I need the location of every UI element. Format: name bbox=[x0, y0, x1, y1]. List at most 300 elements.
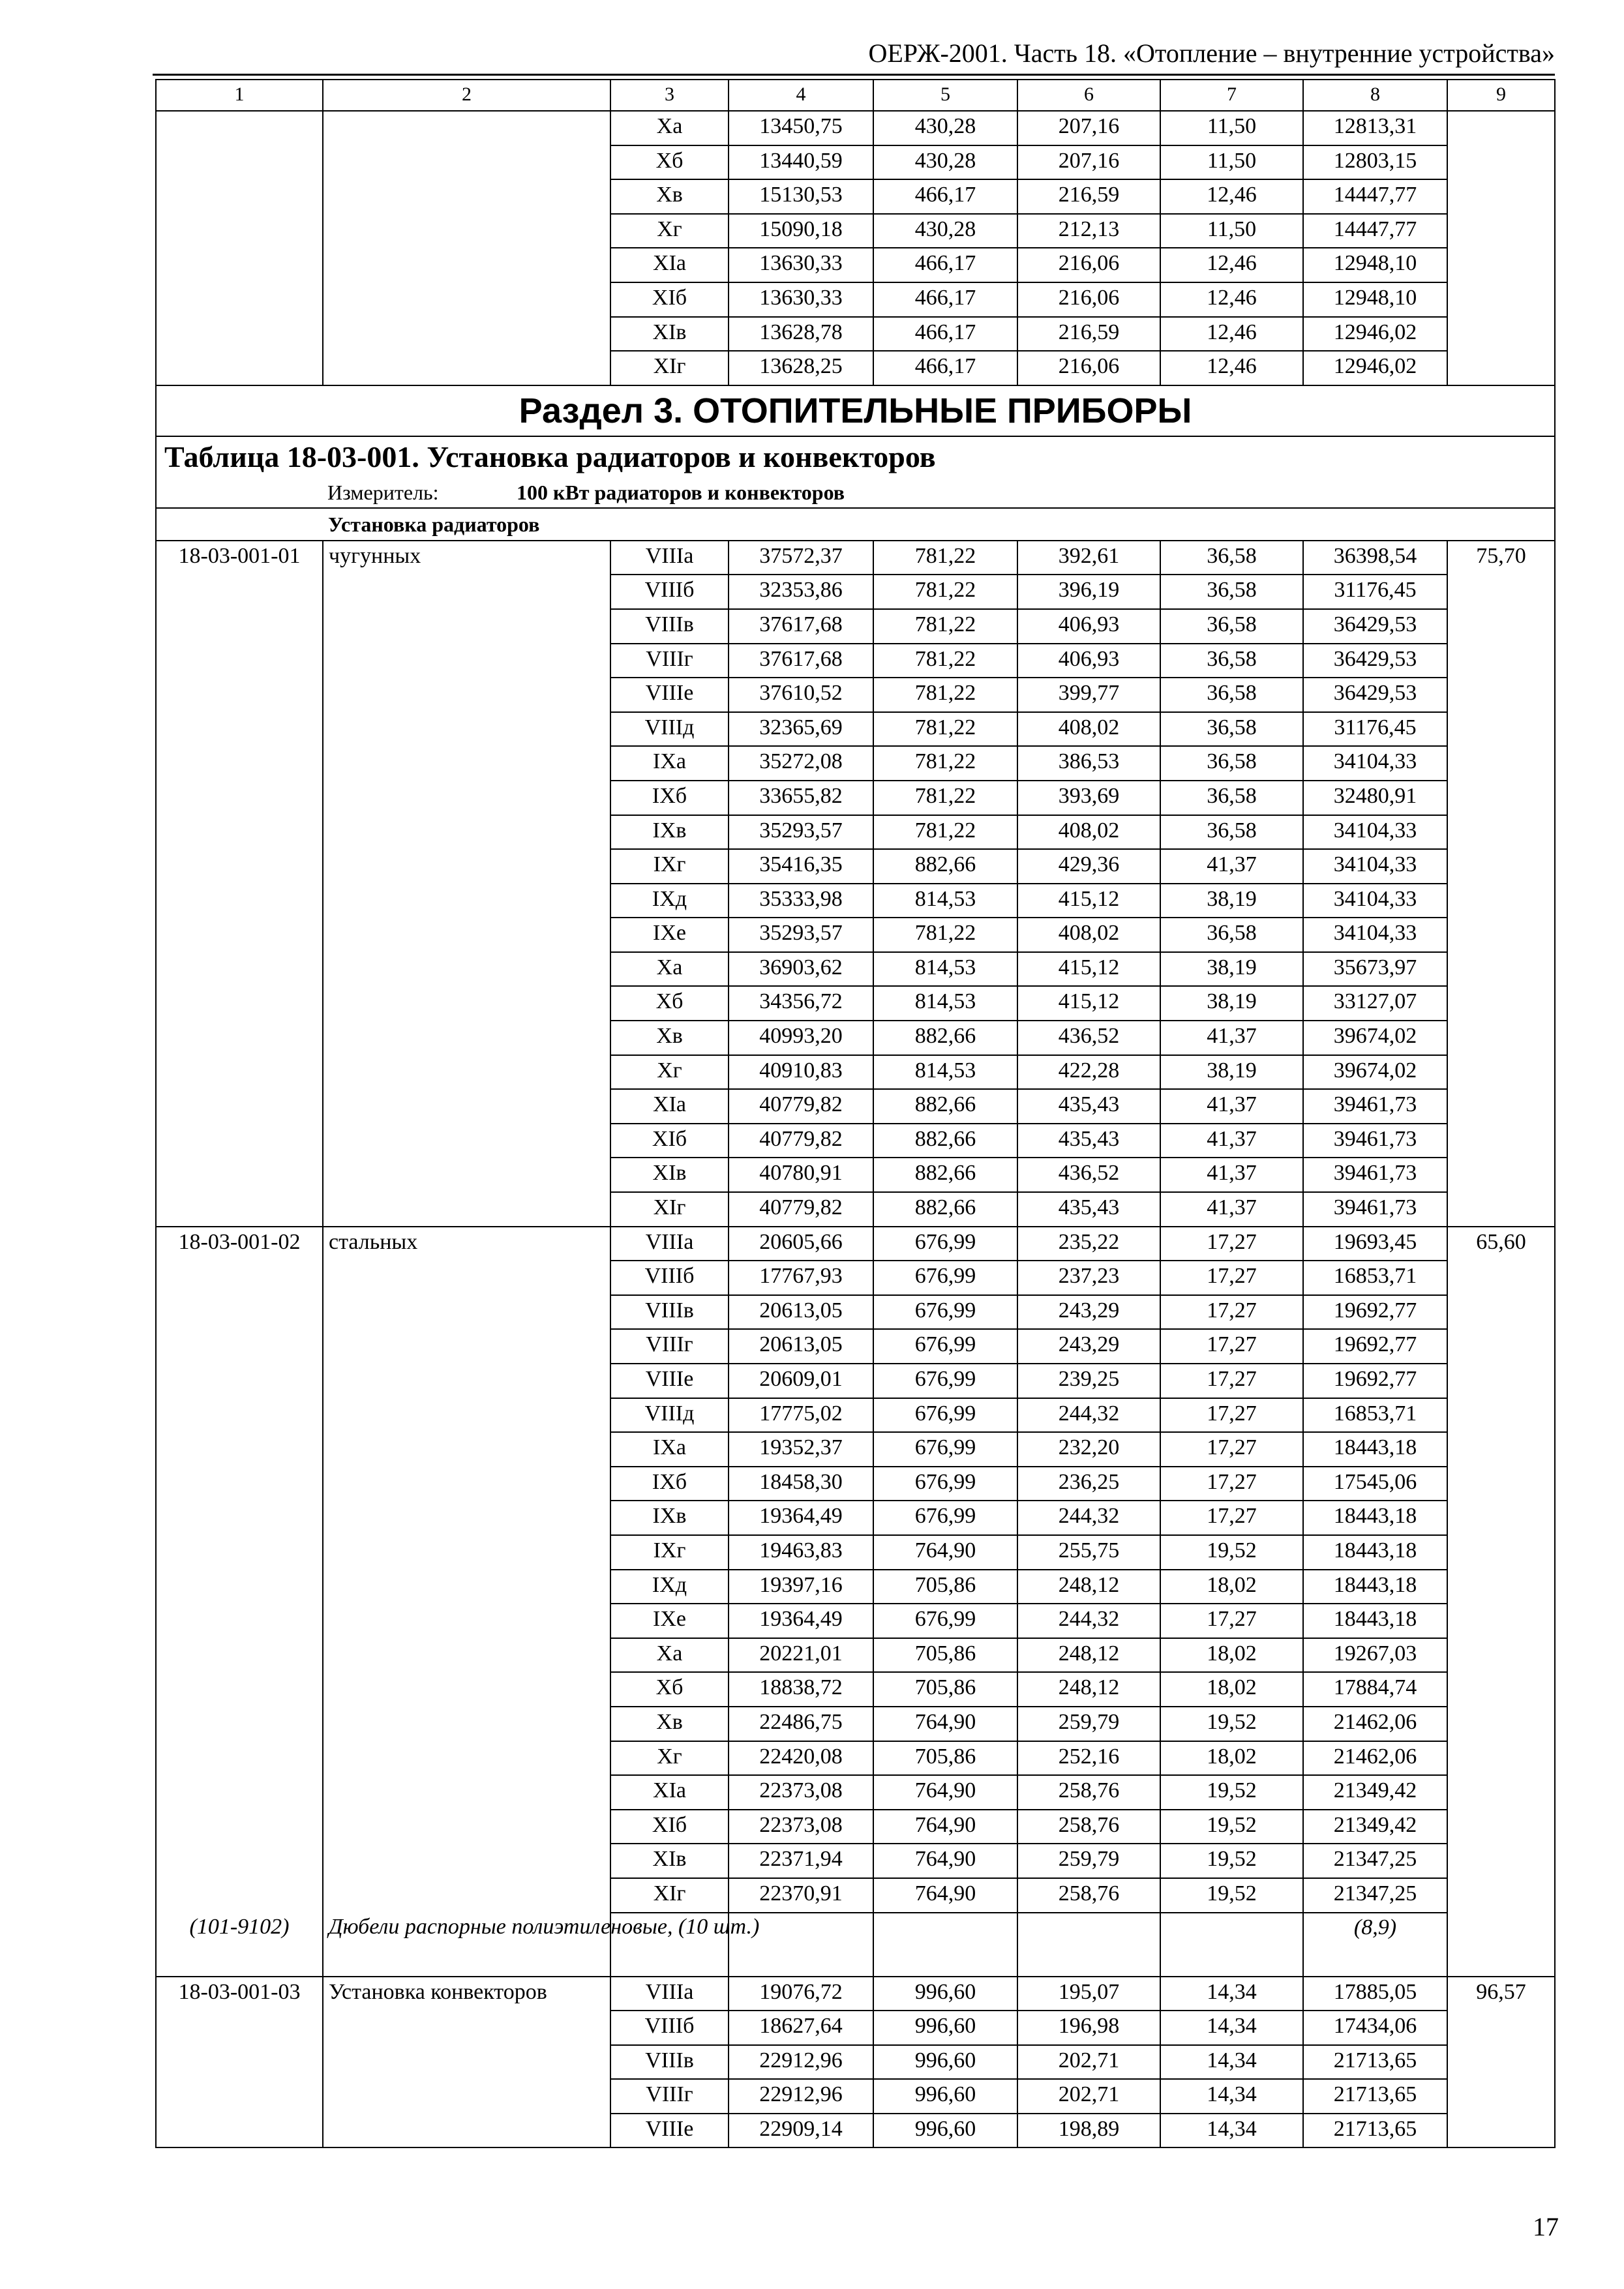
value-cell: 764,90 bbox=[873, 1844, 1017, 1878]
code-cell bbox=[156, 1398, 323, 1433]
table-row bbox=[156, 609, 1555, 644]
value-cell: 676,99 bbox=[873, 1398, 1017, 1433]
name-cell bbox=[323, 1192, 610, 1227]
table-title-row bbox=[156, 436, 1555, 477]
code-cell bbox=[156, 2114, 323, 2148]
col9-cell bbox=[1447, 1089, 1555, 1124]
table-title: Таблица 18-03-001. Установка радиаторов и конвекторов bbox=[156, 436, 1555, 477]
value-cell: 216,59 bbox=[1017, 317, 1160, 352]
value-cell: 996,60 bbox=[873, 2011, 1017, 2045]
value-cell: 20605,66 bbox=[729, 1227, 873, 1261]
value-cell: 996,60 bbox=[873, 2079, 1017, 2114]
code-cell bbox=[156, 1124, 323, 1158]
value-cell: 781,22 bbox=[873, 815, 1017, 850]
value-cell: 255,75 bbox=[1017, 1535, 1160, 1570]
value-cell: 41,37 bbox=[1160, 1124, 1303, 1158]
value-cell: 20613,05 bbox=[729, 1329, 873, 1364]
value-cell: 882,66 bbox=[873, 1124, 1017, 1158]
code-cell bbox=[156, 986, 323, 1021]
value-cell: 232,20 bbox=[1017, 1432, 1160, 1467]
value-cell: 35333,98 bbox=[729, 884, 873, 918]
col9-cell bbox=[1447, 2045, 1555, 2080]
name-cell bbox=[323, 1501, 610, 1535]
code-cell bbox=[156, 1364, 323, 1398]
code-cell bbox=[156, 1432, 323, 1467]
name-cell bbox=[323, 746, 610, 781]
name-cell bbox=[323, 952, 610, 987]
code-cell bbox=[156, 1158, 323, 1192]
name-cell bbox=[323, 1741, 610, 1776]
code-cell bbox=[156, 317, 323, 352]
value-cell: 781,22 bbox=[873, 712, 1017, 747]
table-row bbox=[156, 644, 1555, 678]
code-cell bbox=[156, 952, 323, 987]
value-cell: 13630,33 bbox=[729, 282, 873, 317]
value-cell: 20221,01 bbox=[729, 1638, 873, 1673]
column-number: 6 bbox=[1017, 80, 1160, 111]
column-number: 9 bbox=[1447, 80, 1555, 111]
value-cell: 36429,53 bbox=[1303, 644, 1447, 678]
value-cell: 37617,68 bbox=[729, 609, 873, 644]
value-cell: 996,60 bbox=[873, 2045, 1017, 2080]
value-cell: 207,16 bbox=[1017, 145, 1160, 180]
value-cell: Xг bbox=[610, 1741, 729, 1776]
value-cell: 415,12 bbox=[1017, 884, 1160, 918]
value-cell: 430,28 bbox=[873, 111, 1017, 145]
name-cell bbox=[323, 282, 610, 317]
value-cell: 705,86 bbox=[873, 1570, 1017, 1604]
value-cell: 466,17 bbox=[873, 248, 1017, 282]
table-row bbox=[156, 1432, 1555, 1467]
value-cell: 13450,75 bbox=[729, 111, 873, 145]
value-cell: 39674,02 bbox=[1303, 1021, 1447, 1055]
col9-cell bbox=[1447, 815, 1555, 850]
value-cell: 17,27 bbox=[1160, 1364, 1303, 1398]
column-number: 7 bbox=[1160, 80, 1303, 111]
value-cell: 399,77 bbox=[1017, 678, 1160, 712]
col9-cell: 75,70 bbox=[1447, 541, 1555, 575]
col9-cell bbox=[1447, 952, 1555, 987]
col9-cell bbox=[1447, 1707, 1555, 1741]
value-cell: 17,27 bbox=[1160, 1261, 1303, 1295]
name-cell bbox=[323, 712, 610, 747]
col9-cell bbox=[1447, 849, 1555, 884]
code-cell bbox=[156, 1329, 323, 1364]
value-cell: 393,69 bbox=[1017, 781, 1160, 815]
note-empty-cell bbox=[1017, 1913, 1160, 1977]
subheading-spacer bbox=[156, 508, 323, 541]
value-cell: 18,02 bbox=[1160, 1672, 1303, 1707]
value-cell: 19463,83 bbox=[729, 1535, 873, 1570]
value-cell: XIб bbox=[610, 1124, 729, 1158]
value-cell: 239,25 bbox=[1017, 1364, 1160, 1398]
value-cell: 41,37 bbox=[1160, 1192, 1303, 1227]
note-empty-cell bbox=[873, 1913, 1017, 1977]
table-row bbox=[156, 575, 1555, 609]
value-cell: 21349,42 bbox=[1303, 1775, 1447, 1810]
col9-cell bbox=[1447, 1295, 1555, 1330]
value-cell: 17,27 bbox=[1160, 1398, 1303, 1433]
name-cell bbox=[323, 1055, 610, 1090]
table-row bbox=[156, 317, 1555, 352]
name-cell bbox=[323, 1329, 610, 1364]
value-cell: IXг bbox=[610, 849, 729, 884]
value-cell: 12,46 bbox=[1160, 248, 1303, 282]
value-cell: 22912,96 bbox=[729, 2045, 873, 2080]
value-cell: 244,32 bbox=[1017, 1501, 1160, 1535]
code-cell bbox=[156, 712, 323, 747]
value-cell: 19,52 bbox=[1160, 1775, 1303, 1810]
column-number: 8 bbox=[1303, 80, 1447, 111]
code-cell bbox=[156, 1501, 323, 1535]
measure-value: 100 кВт радиаторов и конвекторов bbox=[517, 480, 845, 504]
value-cell: 18458,30 bbox=[729, 1467, 873, 1501]
name-cell bbox=[323, 1158, 610, 1192]
table-row bbox=[156, 884, 1555, 918]
value-cell: VIIIд bbox=[610, 1398, 729, 1433]
value-cell: 12803,15 bbox=[1303, 145, 1447, 180]
table-row bbox=[156, 1570, 1555, 1604]
table-row bbox=[156, 678, 1555, 712]
code-cell bbox=[156, 351, 323, 385]
table-row bbox=[156, 2114, 1555, 2148]
value-cell: 386,53 bbox=[1017, 746, 1160, 781]
value-cell: 35272,08 bbox=[729, 746, 873, 781]
value-cell: 22486,75 bbox=[729, 1707, 873, 1741]
value-cell: 216,06 bbox=[1017, 248, 1160, 282]
value-cell: VIIIa bbox=[610, 541, 729, 575]
name-cell: стальных bbox=[323, 1227, 610, 1261]
value-cell: 12,46 bbox=[1160, 317, 1303, 352]
value-cell: 36,58 bbox=[1160, 712, 1303, 747]
name-cell bbox=[323, 2045, 610, 2080]
table-row bbox=[156, 781, 1555, 815]
value-cell: 39674,02 bbox=[1303, 1055, 1447, 1090]
code-cell bbox=[156, 2045, 323, 2080]
name-cell: чугунных bbox=[323, 541, 610, 575]
value-cell: 19364,49 bbox=[729, 1604, 873, 1638]
value-cell: 12,46 bbox=[1160, 179, 1303, 214]
col9-cell bbox=[1447, 1158, 1555, 1192]
code-cell bbox=[156, 214, 323, 248]
col9-cell bbox=[1447, 1192, 1555, 1227]
value-cell: 436,52 bbox=[1017, 1021, 1160, 1055]
value-cell: Xв bbox=[610, 179, 729, 214]
col9-cell bbox=[1447, 111, 1555, 145]
value-cell: VIIIe bbox=[610, 2114, 729, 2148]
value-cell: 15090,18 bbox=[729, 214, 873, 248]
value-cell: 11,50 bbox=[1160, 214, 1303, 248]
value-cell: 40779,82 bbox=[729, 1192, 873, 1227]
value-cell: 436,52 bbox=[1017, 1158, 1160, 1192]
value-cell: 406,93 bbox=[1017, 644, 1160, 678]
col9-cell bbox=[1447, 1329, 1555, 1364]
value-cell: XIв bbox=[610, 317, 729, 352]
name-cell bbox=[323, 1775, 610, 1810]
value-cell: 34104,33 bbox=[1303, 849, 1447, 884]
value-cell: 248,12 bbox=[1017, 1638, 1160, 1673]
col9-cell bbox=[1447, 644, 1555, 678]
value-cell: 34104,33 bbox=[1303, 815, 1447, 850]
name-cell bbox=[323, 2011, 610, 2045]
name-cell bbox=[323, 248, 610, 282]
value-cell: 14447,77 bbox=[1303, 179, 1447, 214]
code-cell: 18-03-001-02 bbox=[156, 1227, 323, 1261]
value-cell: VIIIa bbox=[610, 1227, 729, 1261]
value-cell: 12948,10 bbox=[1303, 282, 1447, 317]
value-cell: 15130,53 bbox=[729, 179, 873, 214]
value-cell: 422,28 bbox=[1017, 1055, 1160, 1090]
table-row bbox=[156, 1672, 1555, 1707]
value-cell: 17,27 bbox=[1160, 1604, 1303, 1638]
value-cell: 408,02 bbox=[1017, 918, 1160, 952]
value-cell: 882,66 bbox=[873, 1158, 1017, 1192]
value-cell: 33127,07 bbox=[1303, 986, 1447, 1021]
value-cell: 19397,16 bbox=[729, 1570, 873, 1604]
table-row bbox=[156, 986, 1555, 1021]
col9-cell bbox=[1447, 746, 1555, 781]
value-cell: VIIIд bbox=[610, 712, 729, 747]
table-row bbox=[156, 1295, 1555, 1330]
value-cell: 34104,33 bbox=[1303, 884, 1447, 918]
value-cell: XIв bbox=[610, 1158, 729, 1192]
value-cell: 16853,71 bbox=[1303, 1398, 1447, 1433]
table-row bbox=[156, 2079, 1555, 2114]
value-cell: 33655,82 bbox=[729, 781, 873, 815]
col9-cell bbox=[1447, 214, 1555, 248]
value-cell: 18443,18 bbox=[1303, 1570, 1447, 1604]
value-cell: XIa bbox=[610, 248, 729, 282]
value-cell: VIIIб bbox=[610, 575, 729, 609]
value-cell: 676,99 bbox=[873, 1604, 1017, 1638]
table-row bbox=[156, 1021, 1555, 1055]
value-cell: 202,71 bbox=[1017, 2079, 1160, 2114]
value-cell: 882,66 bbox=[873, 849, 1017, 884]
value-cell: 415,12 bbox=[1017, 952, 1160, 987]
value-cell: 22371,94 bbox=[729, 1844, 873, 1878]
value-cell: VIIIг bbox=[610, 644, 729, 678]
table-row bbox=[156, 1707, 1555, 1741]
table-row bbox=[156, 2045, 1555, 2080]
value-cell: IXe bbox=[610, 918, 729, 952]
value-cell: 676,99 bbox=[873, 1467, 1017, 1501]
col9-cell bbox=[1447, 248, 1555, 282]
value-cell: 196,98 bbox=[1017, 2011, 1160, 2045]
rates-table bbox=[155, 79, 1556, 2148]
value-cell: 11,50 bbox=[1160, 145, 1303, 180]
value-cell: 705,86 bbox=[873, 1741, 1017, 1776]
value-cell: 430,28 bbox=[873, 214, 1017, 248]
value-cell: 781,22 bbox=[873, 746, 1017, 781]
value-cell: VIIIг bbox=[610, 2079, 729, 2114]
value-cell: 19692,77 bbox=[1303, 1295, 1447, 1330]
value-cell: 237,23 bbox=[1017, 1261, 1160, 1295]
value-cell: 216,06 bbox=[1017, 351, 1160, 385]
col9-cell bbox=[1447, 2011, 1555, 2045]
value-cell: 19,52 bbox=[1160, 1844, 1303, 1878]
col9-cell bbox=[1447, 1878, 1555, 1913]
value-cell: 781,22 bbox=[873, 918, 1017, 952]
name-cell bbox=[323, 849, 610, 884]
col9-cell bbox=[1447, 1432, 1555, 1467]
measure-row bbox=[156, 477, 1555, 508]
table-row bbox=[156, 712, 1555, 747]
value-cell: 14,34 bbox=[1160, 2045, 1303, 2080]
table-row bbox=[156, 1775, 1555, 1810]
value-cell: 676,99 bbox=[873, 1329, 1017, 1364]
name-cell bbox=[323, 214, 610, 248]
table-row bbox=[156, 952, 1555, 987]
value-cell: Xб bbox=[610, 145, 729, 180]
value-cell: 38,19 bbox=[1160, 884, 1303, 918]
value-cell: Xв bbox=[610, 1707, 729, 1741]
value-cell: 244,32 bbox=[1017, 1604, 1160, 1638]
value-cell: 996,60 bbox=[873, 1977, 1017, 2011]
col9-cell bbox=[1447, 781, 1555, 815]
name-cell bbox=[323, 1089, 610, 1124]
col9-cell bbox=[1447, 575, 1555, 609]
section-title-row bbox=[156, 385, 1555, 436]
value-cell: IXa bbox=[610, 746, 729, 781]
column-number: 2 bbox=[323, 80, 610, 111]
value-cell: 17884,74 bbox=[1303, 1672, 1447, 1707]
value-cell: 18443,18 bbox=[1303, 1501, 1447, 1535]
value-cell: 14,34 bbox=[1160, 2011, 1303, 2045]
value-cell: 36,58 bbox=[1160, 541, 1303, 575]
table-row bbox=[156, 1741, 1555, 1776]
value-cell: 466,17 bbox=[873, 317, 1017, 352]
value-cell: 21349,42 bbox=[1303, 1810, 1447, 1844]
name-cell bbox=[323, 918, 610, 952]
value-cell: 36429,53 bbox=[1303, 609, 1447, 644]
code-cell bbox=[156, 644, 323, 678]
code-cell bbox=[156, 1535, 323, 1570]
value-cell: 781,22 bbox=[873, 609, 1017, 644]
value-cell: 18627,64 bbox=[729, 2011, 873, 2045]
value-cell: 258,76 bbox=[1017, 1775, 1160, 1810]
value-cell: 408,02 bbox=[1017, 712, 1160, 747]
col9-cell bbox=[1447, 1261, 1555, 1295]
value-cell: 37617,68 bbox=[729, 644, 873, 678]
value-cell: 20613,05 bbox=[729, 1295, 873, 1330]
col9-cell bbox=[1447, 1638, 1555, 1673]
table-row bbox=[156, 1055, 1555, 1090]
col9-cell bbox=[1447, 1570, 1555, 1604]
value-cell: IXв bbox=[610, 815, 729, 850]
name-cell bbox=[323, 884, 610, 918]
measure-label: Измеритель: bbox=[327, 480, 439, 504]
name-cell bbox=[323, 1295, 610, 1330]
value-cell: 435,43 bbox=[1017, 1124, 1160, 1158]
table-row bbox=[156, 1227, 1555, 1261]
value-cell: 19,52 bbox=[1160, 1707, 1303, 1741]
table-row bbox=[156, 1810, 1555, 1844]
page-number: 17 bbox=[1533, 2212, 1559, 2241]
table-row bbox=[156, 1124, 1555, 1158]
value-cell: IXa bbox=[610, 1432, 729, 1467]
value-cell: 40779,82 bbox=[729, 1124, 873, 1158]
code-cell bbox=[156, 1638, 323, 1673]
code-cell bbox=[156, 678, 323, 712]
value-cell: 38,19 bbox=[1160, 1055, 1303, 1090]
name-cell bbox=[323, 678, 610, 712]
value-cell: 38,19 bbox=[1160, 986, 1303, 1021]
value-cell: 41,37 bbox=[1160, 1158, 1303, 1192]
note-col8: (8,9) bbox=[1303, 1913, 1447, 1977]
code-cell bbox=[156, 1467, 323, 1501]
value-cell: 17,27 bbox=[1160, 1227, 1303, 1261]
name-cell bbox=[323, 1467, 610, 1501]
name-cell bbox=[323, 1844, 610, 1878]
value-cell: 12813,31 bbox=[1303, 111, 1447, 145]
value-cell: 764,90 bbox=[873, 1878, 1017, 1913]
value-cell: 22373,08 bbox=[729, 1810, 873, 1844]
name-cell bbox=[323, 1432, 610, 1467]
value-cell: 36,58 bbox=[1160, 609, 1303, 644]
table-row bbox=[156, 248, 1555, 282]
value-cell: 32480,91 bbox=[1303, 781, 1447, 815]
value-cell: VIIIв bbox=[610, 2045, 729, 2080]
name-cell bbox=[323, 351, 610, 385]
value-cell: 34104,33 bbox=[1303, 746, 1447, 781]
table-row bbox=[156, 214, 1555, 248]
table-row bbox=[156, 1844, 1555, 1878]
table-row bbox=[156, 179, 1555, 214]
value-cell: 882,66 bbox=[873, 1192, 1017, 1227]
value-cell: 236,25 bbox=[1017, 1467, 1160, 1501]
value-cell: 36,58 bbox=[1160, 644, 1303, 678]
name-cell bbox=[323, 644, 610, 678]
value-cell: 19076,72 bbox=[729, 1977, 873, 2011]
value-cell: 17,27 bbox=[1160, 1501, 1303, 1535]
value-cell: 19364,49 bbox=[729, 1501, 873, 1535]
col9-cell: 65,60 bbox=[1447, 1227, 1555, 1261]
name-cell bbox=[323, 1707, 610, 1741]
name-cell bbox=[323, 815, 610, 850]
table-row bbox=[156, 2011, 1555, 2045]
value-cell: 19693,45 bbox=[1303, 1227, 1447, 1261]
value-cell: 37610,52 bbox=[729, 678, 873, 712]
value-cell: 882,66 bbox=[873, 1021, 1017, 1055]
value-cell: 705,86 bbox=[873, 1638, 1017, 1673]
name-cell bbox=[323, 1604, 610, 1638]
value-cell: 22370,91 bbox=[729, 1878, 873, 1913]
code-cell bbox=[156, 849, 323, 884]
value-cell: VIIIa bbox=[610, 1977, 729, 2011]
value-cell: 258,76 bbox=[1017, 1878, 1160, 1913]
value-cell: 996,60 bbox=[873, 2114, 1017, 2148]
value-cell: 41,37 bbox=[1160, 849, 1303, 884]
value-cell: 35293,57 bbox=[729, 918, 873, 952]
column-number: 3 bbox=[610, 80, 729, 111]
name-cell bbox=[323, 1535, 610, 1570]
value-cell: 40910,83 bbox=[729, 1055, 873, 1090]
col9-cell bbox=[1447, 609, 1555, 644]
col9-cell bbox=[1447, 1124, 1555, 1158]
value-cell: 14,34 bbox=[1160, 2079, 1303, 2114]
value-cell: 31176,45 bbox=[1303, 712, 1447, 747]
value-cell: VIIIe bbox=[610, 1364, 729, 1398]
value-cell: VIIIб bbox=[610, 1261, 729, 1295]
name-cell bbox=[323, 1810, 610, 1844]
table-row bbox=[156, 1638, 1555, 1673]
value-cell: 16853,71 bbox=[1303, 1261, 1447, 1295]
code-cell bbox=[156, 1604, 323, 1638]
code-cell bbox=[156, 746, 323, 781]
value-cell: XIг bbox=[610, 1878, 729, 1913]
note-code: (101-9102) bbox=[156, 1913, 323, 1977]
value-cell: 705,86 bbox=[873, 1672, 1017, 1707]
